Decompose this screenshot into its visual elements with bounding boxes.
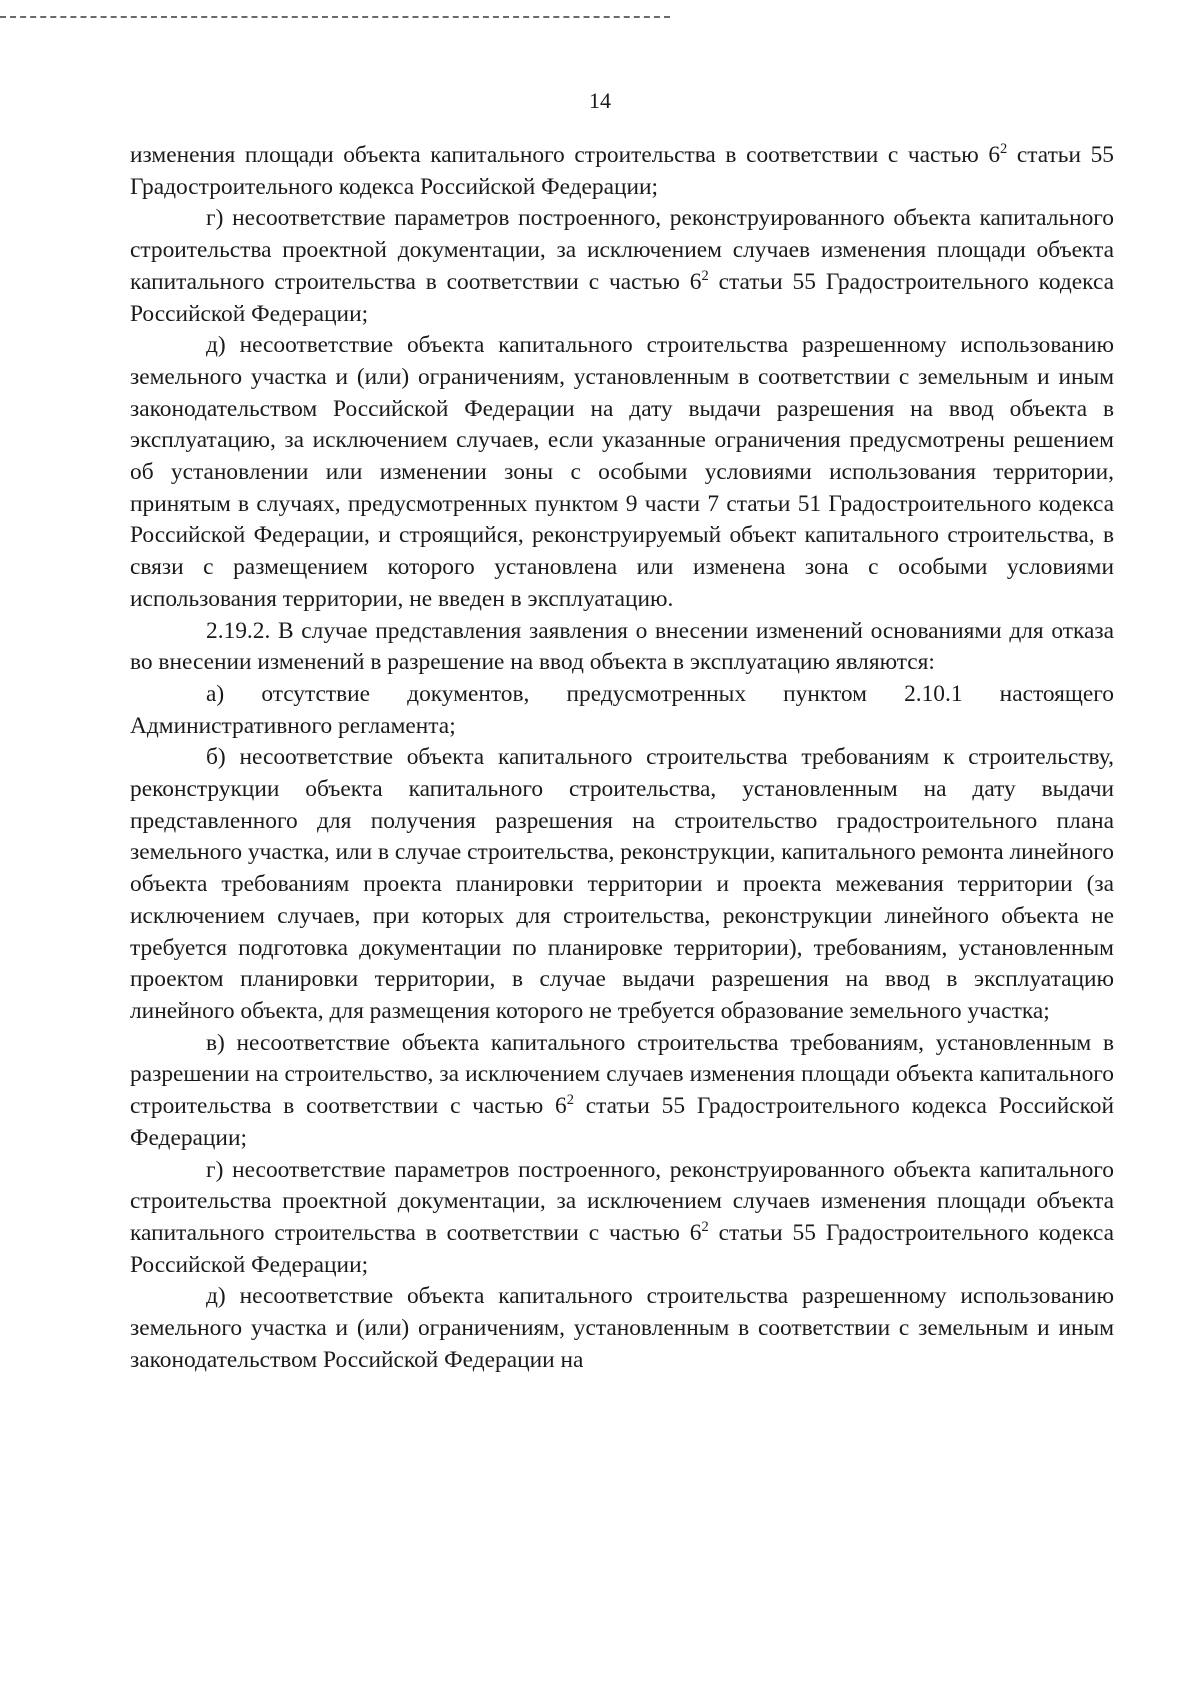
paragraph-text: г) несоответствие параметров построенного, реконструированного объекта капитального строительства проектной документации, за исключением случаев изменения площади объекта капитального строительства в соответствии с частью 6 [130, 205, 1114, 295]
superscript: 2 [1000, 141, 1008, 158]
paragraph-text: статьи 55 Градостроительного кодекса Российской Федерации; [130, 1093, 1114, 1151]
paragraph-item-g-2 [130, 1155, 1114, 1282]
paragraph-continuation [130, 140, 1114, 203]
paragraph-item-a: а) отсутствие документов, предусмотренных пунктом 2.10.1 настоящего Административного регламента; [130, 680, 1114, 739]
paragraph-text: статьи 55 Градостроительного кодекса Российской Федерации; [130, 142, 1114, 200]
paragraph-item-v [130, 1028, 1114, 1155]
superscript: 2 [701, 268, 709, 285]
scan-edge-rule [0, 16, 670, 18]
paragraph-2-19-2: 2.19.2. В случае представления заявления о внесении изменений основаниями для отказа во внесении изменений в разрешение на ввод объекта в эксплуатацию являются: [130, 617, 1114, 676]
paragraph-item-d: д) несоответствие объекта капитального строительства разрешенному использованию земельного участка и (или) ограничениям, установленным в соответствии с земельным и иным законодательством Российской Федерации на дату выдачи разрешения на ввод объекта в эксплуатацию, за исключением случаев, если указанные ограничения предусмотрены решением об установлении или изменении зоны с особыми условиями использования территории, принятым в случаях, предусмотренных пунктом 9 части 7 статьи 51 Градостроительного кодекса Российской Федерации, и строящийся, реконструируемый объект капитального строительства, в связи с размещением которого установлена или изменена зона с особыми условиями использования территории, не введен в эксплуатацию. [130, 332, 1114, 612]
paragraph-item-b: б) несоответствие объекта капитального строительства требованиям к строительству, реконструкции объекта капитального строительства, установленным на дату выдачи представленного для получения разрешения на строительство градостроительного плана земельного участка, или в случае строительства, реконструкции, капитального ремонта линейного объекта требованиям проекта планировки территории и проекта межевания территории (за исключением случаев, при которых для строительства, реконструкции линейного объекта не требуется подготовка документации по планировке территории), требованиям, установленным проектом планировки территории, в случае выдачи разрешения на ввод в эксплуатацию линейного объекта, для размещения которого не требуется образование земельного участка; [130, 744, 1114, 1024]
paragraph-text: г) несоответствие параметров построенного, реконструированного объекта капитального строительства проектной документации, за исключением случаев изменения площади объекта капитального строительства в соответствии с частью 6 [130, 1156, 1114, 1246]
paragraph-item-d-2: д) несоответствие объекта капитального строительства разрешенному использованию земельного участка и (или) ограничениям, установленным в соответствии с земельным и иным законодательством Российской Федерации на [130, 1283, 1114, 1373]
paragraph-item-g [130, 203, 1114, 330]
page-number: 14 [589, 88, 611, 113]
document-body [130, 140, 1114, 1376]
paragraph-text: статьи 55 Градостроительного кодекса Российской Федерации; [130, 1219, 1114, 1278]
paragraph-text: изменения площади объекта капитального строительства в соответствии с частью 6 [130, 142, 1001, 168]
paragraph-text: в) несоответствие объекта капитального строительства требованиям, установленным в разрешении на строительство, за исключением случаев изменения площади объекта капитального строительства в соответствии с частью 6 [130, 1029, 1114, 1120]
paragraph-text: статьи 55 Градостроительного кодекса Российской Федерации; [130, 268, 1114, 327]
superscript: 2 [566, 1092, 574, 1109]
superscript: 2 [701, 1219, 709, 1236]
